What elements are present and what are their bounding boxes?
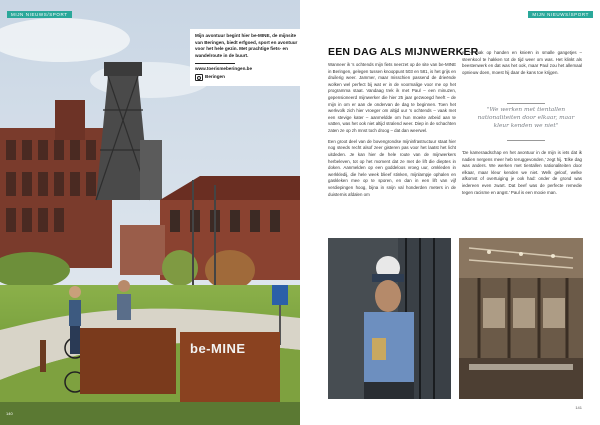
photo-credit-label: Beringen <box>205 74 225 80</box>
website-link[interactable]: www.toerismeberingen.be <box>195 65 253 71</box>
be-mine-sign: be-MINE <box>190 341 246 356</box>
section-tag: MIJN NIEUWS/SPORT <box>7 11 72 18</box>
camera-icon <box>195 74 203 81</box>
miner-photo <box>328 238 451 399</box>
quote-rule-top <box>507 103 545 104</box>
pull-quote: "We werken met tientallen nationaliteiten door elkaar, maar kleur kenden we niet" <box>477 107 575 129</box>
article-column-1 <box>328 62 456 202</box>
article-column-2-bottom <box>462 150 582 200</box>
sidebar-divider <box>195 63 235 64</box>
info-sidebar <box>190 29 300 86</box>
right-page <box>300 0 600 425</box>
page-number-right: 141 <box>575 405 582 410</box>
paragraph: 'De kameraadschap en het avontuur in de mijn is iets dat ik nadien nergens meer heb teruggevonden,' zegt hij. 'Elke dag was anders. We werken met tientallen nationaliteiten door elkaar, maar kleur kenden we niet. Welk geloof, welke afkomst of overtuiging je ook had: onder de grond was iedereen even zwart. Dat beef was de perfecte remedie tegen racisme en angst.' Paul is een mooie man. <box>462 150 582 195</box>
sidebar-text: Mijn avontuur begint hier be-MINE, de mijnsite van Beringen, biedt erfgoed, sport en avontuur voor het hele gezin. Met prachtige fiets- en wandelroute in de buurt. <box>195 33 298 58</box>
section-tag-right: MIJN NIEUWS/SPORT <box>528 11 593 18</box>
article-heading: EEN DAG ALS MIJNWERKER <box>328 46 479 58</box>
paragraph: Wanneer ik 's ochtends mijn fiets neerzet op de site van be-MINE in Beringen, gelegen tussen knooppunt 503 en 581, is het grijs en druilerig weer. Jammer, maar misschien passend de drieënde wolken wel perfect bij wat er in de voormalige voor me op het programma staat. Vandaag trek ik met Paul – een minuzen, gepensioneerd mijnwerker die hier 25 jaar gezwoegd heeft – de mijn in om er aan de ondervan de dag te beginnen. Toen het werkvolk zich hier vroeger om altijd uur 's ochtends – vaak met een stevige kater – aanmeldde om hun moeite arbeid aan te vatten, was het ook niet altijd stralend weer. Diep in de schachten zaten ze op zh mnst toch droog – dat dan weerwel. <box>328 62 456 134</box>
mine-hall-photo <box>459 238 583 399</box>
article-column-2-top <box>462 50 582 80</box>
paragraph: er – vaak op handen en knieën in smalle gangetjes – steenkool te hakken tot de tijd weer om was. Het klinkt als beestenwerk en dat was het ook, maar Paul zou het allemaal opnieuw doen, moest hij daar de kans toe krijgen. <box>462 50 582 75</box>
paragraph: Een groot deel van de bovengrondse mijninfrastructuur staat hier nog steeds recht alsof zeer gisteren pas voor het laatst het licht uitdeden. Je kan hier de hele route van de mijnwerkers herbeleven, tot op het moment dat ze met de lift die dieptes in doken. Aanmelden op een goddeloos vroeg uur, omkleden in werkkledij, die hele week blieef stinken, mijnlampje ophalen en gaskleken mee op te sporen, en dan in een lift van vijf verdiepingen hoog, bijna in snijn val honderden meters in de duisternis afdalen om <box>328 138 456 197</box>
quote-rule-bottom <box>507 140 545 141</box>
page-number-left: 140 <box>6 411 13 416</box>
photo-credit <box>195 74 299 81</box>
